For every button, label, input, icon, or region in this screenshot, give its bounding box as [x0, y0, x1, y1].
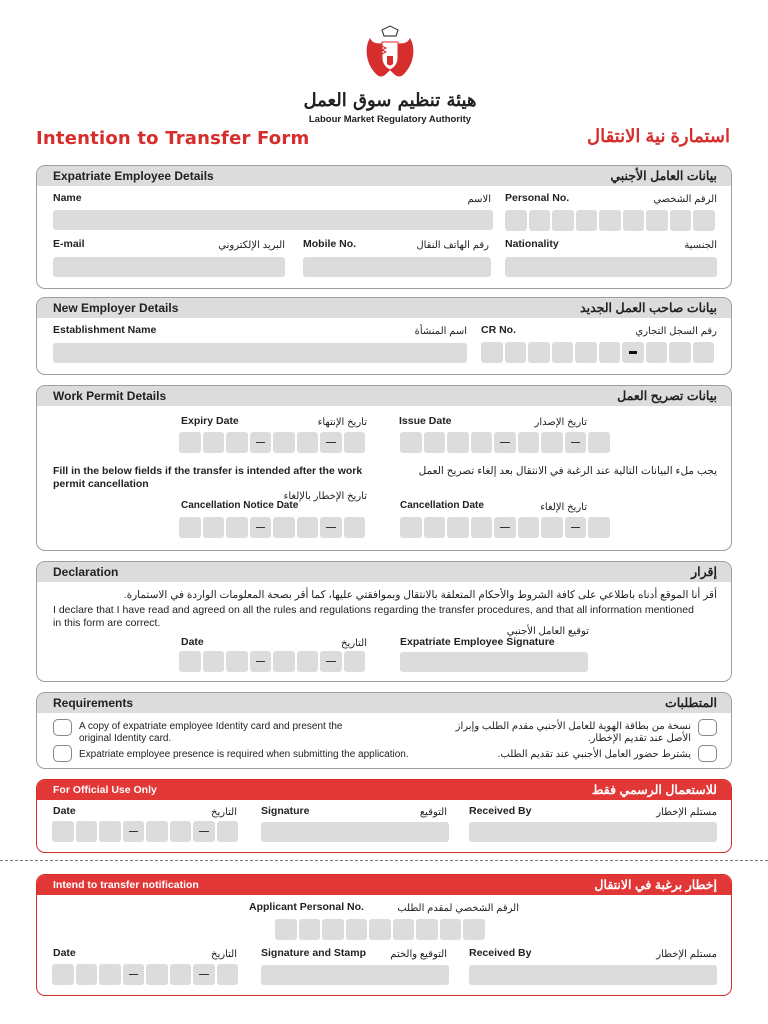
official-date-label-arabic: التاريخ	[211, 807, 237, 818]
issue-date-label: Issue Date	[399, 415, 452, 427]
email-field[interactable]	[53, 257, 285, 277]
transfer-notification-section	[36, 874, 732, 996]
issue-date-label-arabic: تاريخ الإصدار	[534, 417, 587, 428]
form-title-arabic: استمارة نية الانتقال	[587, 126, 730, 146]
section-title-arabic: إخطار برغبة في الانتقال	[594, 878, 717, 892]
personal-no-label: Personal No.	[505, 192, 570, 204]
declaration-date-label: Date	[181, 636, 204, 648]
section-title-arabic: بيانات العامل الأجنبي	[610, 169, 717, 183]
cancellation-note-english: Fill in the below fields if the transfer is intended after the work permit cancellation	[53, 465, 363, 490]
mobile-field[interactable]	[303, 257, 491, 277]
email-label: E-mail	[53, 238, 85, 250]
official-signature-field[interactable]	[261, 822, 449, 842]
employee-signature-field[interactable]	[400, 652, 588, 672]
employee-signature-label-arabic: توقيع العامل الأجنبي	[506, 626, 589, 637]
section-title-arabic: للاستعمال الرسمي فقط	[591, 783, 717, 797]
expiry-date-label: Expiry Date	[181, 415, 239, 427]
signature-stamp-field[interactable]	[261, 965, 449, 985]
establishment-label: Establishment Name	[53, 324, 157, 336]
section-header	[37, 693, 731, 713]
cancellation-note-arabic: يجب ملء البيانات التالية عند الرغبة في الانتقال بعد إلغاء تصريح العمل	[418, 465, 717, 477]
section-title-english: Intend to transfer notification	[53, 879, 199, 891]
signature-stamp-label-arabic: التوقيع والختم	[390, 949, 447, 960]
nationality-label-arabic: الجنسية	[684, 240, 717, 251]
notification-received-by-label: Received By	[469, 947, 532, 959]
declaration-date-label-arabic: التاريخ	[341, 638, 367, 649]
requirement-presence-text: Expatriate employee presence is required when submitting the application.	[79, 749, 409, 760]
section-header	[37, 562, 731, 582]
name-label-arabic: الاسم	[467, 194, 491, 205]
received-by-field[interactable]	[469, 822, 717, 842]
form-title-english: Intention to Transfer Form	[36, 128, 310, 149]
section-header	[37, 386, 731, 406]
cr-no-label-arabic: رقم السجل التجاري	[635, 326, 717, 337]
requirement-id-card-text-arabic: نسخة من بطاقة الهوية للعامل الأجنبي مقدم الطلب وإبراز الأصل عند تقديم الإخطار.	[455, 721, 691, 744]
personal-no-field[interactable]	[505, 210, 715, 231]
received-by-label: Received By	[469, 805, 532, 817]
requirements-section	[36, 692, 732, 769]
name-field[interactable]	[53, 210, 493, 230]
official-date-label: Date	[53, 805, 76, 817]
section-title-english: Requirements	[53, 696, 134, 710]
section-title-english: New Employer Details	[53, 301, 179, 315]
section-header	[37, 875, 731, 895]
section-title-arabic: بيانات صاحب العمل الجديد	[580, 301, 717, 315]
name-label: Name	[53, 192, 82, 204]
applicant-personal-no-label-arabic: الرقم الشخصي لمقدم الطلب	[397, 903, 519, 914]
official-signature-label: Signature	[261, 805, 310, 817]
notification-date-field[interactable]	[52, 964, 238, 985]
section-header	[37, 780, 731, 800]
personal-no-label-arabic: الرقم الشخصي	[653, 194, 717, 205]
requirement-presence-checkbox-arabic[interactable]	[698, 745, 717, 762]
brand-name-english: Labour Market Regulatory Authority	[308, 114, 472, 125]
official-signature-label-arabic: التوقيع	[419, 807, 447, 818]
cancellation-date-label-arabic: تاريخ الإلغاء	[540, 502, 587, 513]
cancellation-date-field[interactable]	[400, 517, 610, 538]
received-by-label-arabic: مستلم الإخطار	[656, 807, 717, 818]
mobile-label: Mobile No.	[303, 238, 357, 250]
official-use-section	[36, 779, 732, 853]
requirement-presence-checkbox[interactable]	[53, 745, 72, 762]
section-title-english: Work Permit Details	[53, 389, 167, 403]
signature-stamp-label: Signature and Stamp	[261, 947, 367, 959]
applicant-personal-no-label: Applicant Personal No.	[249, 901, 364, 913]
section-header	[37, 298, 731, 318]
requirement-id-card-checkbox[interactable]	[53, 719, 72, 736]
expiry-date-label-arabic: تاريخ الإنتهاء	[317, 417, 367, 428]
tear-off-line	[0, 860, 768, 861]
official-date-field[interactable]	[52, 821, 238, 842]
notice-date-label-arabic: تاريخ الإخطار بالإلغاء	[283, 491, 367, 502]
section-title-arabic: إقرار	[691, 565, 717, 579]
email-label-arabic: البريد الإلكتروني	[218, 240, 285, 251]
notification-received-by-label-arabic: مستلم الإخطار	[656, 949, 717, 960]
section-header	[37, 166, 731, 186]
cr-no-field[interactable]	[481, 342, 714, 363]
coat-of-arms-logo	[360, 24, 420, 84]
notification-date-label-arabic: التاريخ	[211, 949, 237, 960]
declaration-text-english: I declare that I have read and agreed on all the rules and regulations regarding the transfer procedures, and that all information mentioned in this form are correct.	[53, 604, 694, 629]
notification-date-label: Date	[53, 947, 76, 959]
nationality-label: Nationality	[505, 238, 559, 250]
employee-signature-label: Expatriate Employee Signature	[400, 636, 555, 648]
work-permit-section	[36, 385, 732, 551]
section-title-arabic: بيانات تصريح العمل	[617, 389, 717, 403]
notification-received-by-field[interactable]	[469, 965, 717, 985]
declaration-text-arabic: أقر أنا الموقع أدناه باطلاعي على كافة الشروط والأحكام المتعلقة بالانتقال وبموافقتي عليها، كما أقر بصحة المعلومات الواردة في الاستمارة.	[123, 589, 717, 601]
nationality-field[interactable]	[505, 257, 717, 277]
establishment-field[interactable]	[53, 343, 467, 363]
brand-name-arabic: هيئة تنظيم سوق العمل	[303, 90, 477, 111]
section-title-english: For Official Use Only	[53, 784, 157, 796]
section-title-arabic: المتطلبات	[664, 696, 717, 710]
mobile-label-arabic: رقم الهاتف النقال	[416, 240, 489, 251]
cr-no-label: CR No.	[481, 324, 516, 336]
cancellation-date-label: Cancellation Date	[400, 500, 484, 511]
applicant-personal-no-field[interactable]	[275, 919, 485, 940]
requirement-id-card-text: A copy of expatriate employee Identity card and present the original Identity card.	[79, 721, 343, 744]
declaration-section	[36, 561, 732, 682]
expiry-date-field[interactable]	[179, 432, 365, 453]
requirement-presence-text-arabic: يشترط حضور العامل الأجنبي عند تقديم الطلب.	[497, 749, 691, 760]
requirement-id-card-checkbox-arabic[interactable]	[698, 719, 717, 736]
notice-date-field[interactable]	[179, 517, 365, 538]
section-title-english: Expatriate Employee Details	[53, 169, 214, 183]
employer-details-section	[36, 297, 732, 375]
section-title-english: Declaration	[53, 565, 119, 579]
establishment-label-arabic: اسم المنشأة	[414, 326, 467, 337]
declaration-date-field[interactable]	[179, 651, 365, 672]
issue-date-field[interactable]	[400, 432, 610, 453]
expatriate-details-section	[36, 165, 732, 289]
notice-date-label: Cancellation Notice Date	[181, 500, 299, 511]
